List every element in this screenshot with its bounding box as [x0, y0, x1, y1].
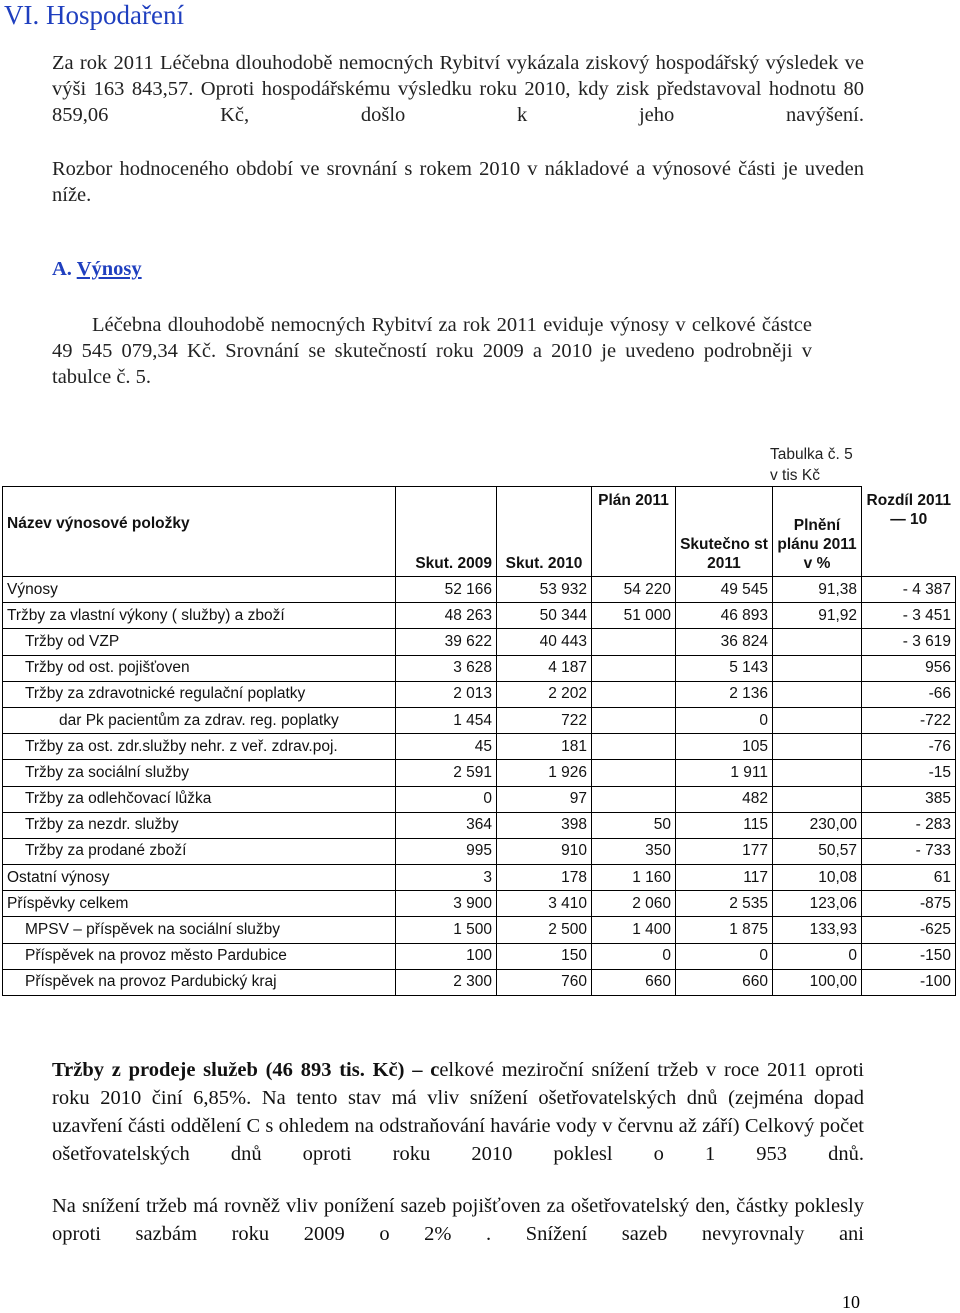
- cell-s2009: 2 591: [396, 760, 497, 786]
- cell-s2010: 722: [497, 707, 592, 733]
- row-name: Tržby za ost. zdr.služby nehr. z veř. zdrav.poj.: [3, 734, 396, 760]
- cell-fulfil: 123,06: [773, 891, 862, 917]
- subsection-heading: [52, 258, 142, 281]
- cell-s2009: 3 628: [396, 655, 497, 681]
- cell-s2009: 1 500: [396, 917, 497, 943]
- cell-s2010: 97: [497, 786, 592, 812]
- row-name: Tržby za odlehčovací lůžka: [3, 786, 396, 812]
- cell-fulfil: 10,08: [773, 865, 862, 891]
- cell-s2010: 2 500: [497, 917, 592, 943]
- row-name: Ostatní výnosy: [3, 865, 396, 891]
- table-row: [3, 838, 956, 864]
- cell-s2009: 45: [396, 734, 497, 760]
- cell-s2009: 39 622: [396, 629, 497, 655]
- cell-fulfil: 100,00: [773, 969, 862, 995]
- header-skut-2010: Skut. 2010: [497, 487, 592, 577]
- cell-s2009: 3 900: [396, 891, 497, 917]
- cell-fulfil: 133,93: [773, 917, 862, 943]
- row-name: Tržby od ost. pojišťoven: [3, 655, 396, 681]
- cell-plan: 350: [592, 838, 676, 864]
- services-paragraph-2: Na snížení tržeb má rovněž vliv ponížení sazeb pojišťoven za ošetřovatelský den, částky poklesly oproti sazbám roku 2009 o 2% . Snížení sazeb nevyrovnaly ani: [52, 1195, 864, 1245]
- cell-actual: 2 535: [676, 891, 773, 917]
- cell-s2010: 4 187: [497, 655, 592, 681]
- table-row: [3, 786, 956, 812]
- cell-diff: -625: [862, 917, 956, 943]
- cell-fulfil: [773, 786, 862, 812]
- cell-diff: -875: [862, 891, 956, 917]
- cell-fulfil: [773, 655, 862, 681]
- cell-s2009: 100: [396, 943, 497, 969]
- page-number: 10: [842, 1292, 860, 1312]
- cell-s2010: 40 443: [497, 629, 592, 655]
- cell-s2010: 910: [497, 838, 592, 864]
- row-name: Tržby za vlastní výkony ( služby) a zboží: [3, 603, 396, 629]
- cell-s2010: 1 926: [497, 760, 592, 786]
- cell-s2010: 181: [497, 734, 592, 760]
- cell-actual: 115: [676, 812, 773, 838]
- header-skut-2009: Skut. 2009: [396, 487, 497, 577]
- table-row: [3, 734, 956, 760]
- cell-fulfil: [773, 629, 862, 655]
- cell-diff: - 3 619: [862, 629, 956, 655]
- cell-plan: 0: [592, 943, 676, 969]
- cell-diff: - 3 451: [862, 603, 956, 629]
- table-row: [3, 577, 956, 603]
- table-caption-label: Tabulka č. 5: [770, 446, 853, 463]
- header-plan-2011: Plán 2011: [592, 487, 676, 577]
- table-row: [3, 681, 956, 707]
- cell-actual: 0: [676, 707, 773, 733]
- cell-actual: 177: [676, 838, 773, 864]
- row-name: Tržby za sociální služby: [3, 760, 396, 786]
- row-name: Příspěvek na provoz město Pardubice: [3, 943, 396, 969]
- intro-paragraph-1: Za rok 2011 Léčebna dlouhodobě nemocných Rybitví vykázala ziskový hospodářský výsledek ve výši 163 843,57. Oproti hospodářskému výsledku roku 2010, kdy zisk představoval hodnotu 80 859,06 Kč, došlo k jeho navýšení.: [52, 52, 864, 126]
- cell-fulfil: 91,38: [773, 577, 862, 603]
- table-row: [3, 891, 956, 917]
- cell-plan: 51 000: [592, 603, 676, 629]
- table-header-row: [3, 487, 956, 577]
- table-row: [3, 812, 956, 838]
- cell-diff: 61: [862, 865, 956, 891]
- cell-plan: [592, 734, 676, 760]
- header-name: Název výnosové položky: [3, 487, 396, 577]
- cell-fulfil: 0: [773, 943, 862, 969]
- row-name: MPSV – příspěvek na sociální služby: [3, 917, 396, 943]
- cell-actual: 1 875: [676, 917, 773, 943]
- row-name: Příspěvek na provoz Pardubický kraj: [3, 969, 396, 995]
- section-title: VI. Hospodaření: [4, 0, 184, 30]
- cell-diff: - 4 387: [862, 577, 956, 603]
- cell-s2009: 48 263: [396, 603, 497, 629]
- cell-plan: [592, 655, 676, 681]
- revenue-paragraph: Léčebna dlouhodobě nemocných Rybitví za rok 2011 eviduje výnosy v celkové částce 49 545 079,34 Kč. Srovnání se skutečností roku 2009 a 2010 je uvedeno podrobněji v tabulce č. 5.: [52, 314, 812, 388]
- cell-s2009: 1 454: [396, 707, 497, 733]
- cell-s2009: 364: [396, 812, 497, 838]
- cell-actual: 2 136: [676, 681, 773, 707]
- cell-diff: 956: [862, 655, 956, 681]
- cell-plan: 660: [592, 969, 676, 995]
- row-name: Příspěvky celkem: [3, 891, 396, 917]
- cell-actual: 117: [676, 865, 773, 891]
- cell-actual: 5 143: [676, 655, 773, 681]
- cell-actual: 660: [676, 969, 773, 995]
- subsection-title: Výnosy: [76, 258, 142, 280]
- table-row: [3, 603, 956, 629]
- cell-plan: [592, 681, 676, 707]
- row-name: Tržby za zdravotnické regulační poplatky: [3, 681, 396, 707]
- table-row: [3, 760, 956, 786]
- cell-s2009: 3: [396, 865, 497, 891]
- cell-actual: 1 911: [676, 760, 773, 786]
- cell-actual: 46 893: [676, 603, 773, 629]
- table-row: [3, 629, 956, 655]
- row-name: Tržby od VZP: [3, 629, 396, 655]
- cell-s2010: 760: [497, 969, 592, 995]
- cell-fulfil: 230,00: [773, 812, 862, 838]
- cell-plan: 50: [592, 812, 676, 838]
- header-actual-2011: Skutečno st 2011: [676, 487, 773, 577]
- cell-s2010: 53 932: [497, 577, 592, 603]
- cell-fulfil: [773, 760, 862, 786]
- cell-plan: 54 220: [592, 577, 676, 603]
- cell-s2010: 3 410: [497, 891, 592, 917]
- cell-diff: -150: [862, 943, 956, 969]
- cell-actual: 482: [676, 786, 773, 812]
- cell-s2010: 150: [497, 943, 592, 969]
- table-row: [3, 655, 956, 681]
- row-name: Výnosy: [3, 577, 396, 603]
- cell-s2010: 2 202: [497, 681, 592, 707]
- cell-plan: [592, 707, 676, 733]
- cell-fulfil: [773, 707, 862, 733]
- cell-diff: -66: [862, 681, 956, 707]
- cell-s2009: 0: [396, 786, 497, 812]
- cell-s2009: 52 166: [396, 577, 497, 603]
- cell-s2009: 2 300: [396, 969, 497, 995]
- services-bold-lead: Tržby z prodeje služeb (46 893 tis. Kč) – c: [52, 1059, 440, 1081]
- cell-diff: -76: [862, 734, 956, 760]
- table-row: [3, 969, 956, 995]
- cell-actual: 105: [676, 734, 773, 760]
- services-paragraph-1: [52, 1056, 864, 1168]
- cell-diff: -100: [862, 969, 956, 995]
- revenue-table: [2, 486, 956, 996]
- services-paragraph-1-text: elkové meziroční snížení tržeb v roce 2011 oproti roku 2010 činí 6,85%. Na tento stav má vliv snížení ošetřovatelských dnů (zejména dopad uzavření části oddělení C s ohledem na odstraňování havárie vody v červnu až září) Celkový počet ošetřovatelských dnů oproti roku 2010 poklesl o 1 953 dnů.: [52, 1059, 865, 1165]
- header-fulfilment: Plnění plánu 2011 v %: [773, 487, 862, 577]
- cell-s2010: 398: [497, 812, 592, 838]
- cell-plan: 2 060: [592, 891, 676, 917]
- subsection-letter: A.: [52, 258, 72, 280]
- intro-paragraph-2: Rozbor hodnoceného období ve srovnání s rokem 2010 v nákladové a výnosové části je uveden níže.: [52, 158, 864, 206]
- cell-fulfil: [773, 734, 862, 760]
- table-caption-unit: v tis Kč: [770, 467, 820, 484]
- cell-fulfil: [773, 681, 862, 707]
- row-name: Tržby za prodané zboží: [3, 838, 396, 864]
- cell-actual: 0: [676, 943, 773, 969]
- cell-fulfil: 50,57: [773, 838, 862, 864]
- table-row: [3, 707, 956, 733]
- row-name: dar Pk pacientům za zdrav. reg. poplatky: [3, 707, 396, 733]
- cell-diff: - 733: [862, 838, 956, 864]
- cell-diff: - 283: [862, 812, 956, 838]
- cell-plan: 1 400: [592, 917, 676, 943]
- cell-fulfil: 91,92: [773, 603, 862, 629]
- cell-plan: [592, 760, 676, 786]
- table-row: [3, 865, 956, 891]
- cell-s2010: 50 344: [497, 603, 592, 629]
- cell-s2009: 995: [396, 838, 497, 864]
- cell-diff: -15: [862, 760, 956, 786]
- cell-diff: 385: [862, 786, 956, 812]
- table-row: [3, 917, 956, 943]
- cell-s2009: 2 013: [396, 681, 497, 707]
- row-name: Tržby za nezdr. služby: [3, 812, 396, 838]
- header-difference: Rozdíl 2011 — 10: [862, 487, 956, 577]
- cell-diff: -722: [862, 707, 956, 733]
- cell-plan: [592, 629, 676, 655]
- table-row: [3, 943, 956, 969]
- cell-plan: [592, 786, 676, 812]
- cell-s2010: 178: [497, 865, 592, 891]
- cell-actual: 49 545: [676, 577, 773, 603]
- cell-plan: 1 160: [592, 865, 676, 891]
- cell-actual: 36 824: [676, 629, 773, 655]
